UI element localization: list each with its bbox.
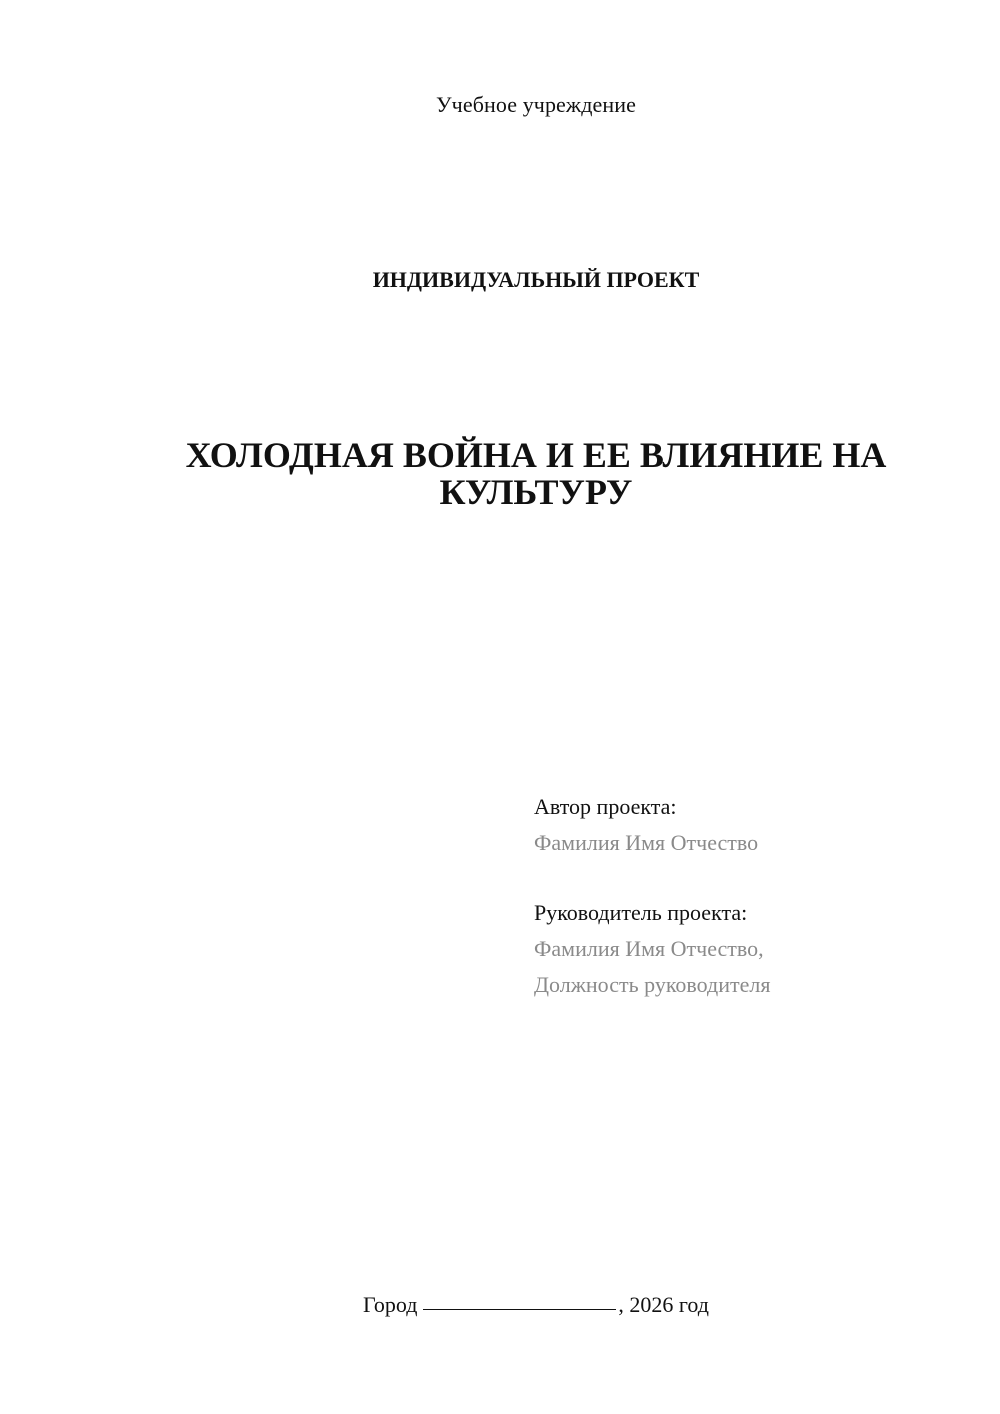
project-title-line-1: ХОЛОДНАЯ ВОЙНА И ЕЕ ВЛИЯНИЕ НА (185, 435, 887, 475)
city-label: Город (363, 1292, 418, 1317)
credits-block (534, 789, 770, 1003)
credits-spacer (534, 861, 770, 895)
supervisor-position-placeholder: Должность руководителя (534, 972, 771, 997)
author-label: Автор проекта: (534, 794, 677, 819)
project-title (36, 437, 1000, 511)
supervisor-label: Руководитель проекта: (534, 900, 748, 925)
supervisor-name-placeholder: Фамилия Имя Отчество, (534, 936, 764, 961)
year-text: , 2026 год (618, 1292, 709, 1317)
institution-name: Учебное учреждение (435, 92, 636, 117)
author-name-placeholder: Фамилия Имя Отчество (534, 830, 759, 855)
document-type-heading: ИНДИВИДУАЛЬНЫЙ ПРОЕКТ (372, 267, 700, 292)
project-title-line-2: КУЛЬТУРУ (439, 472, 633, 512)
city-blank-line (423, 1289, 616, 1310)
city-year-line (36, 1291, 1000, 1318)
